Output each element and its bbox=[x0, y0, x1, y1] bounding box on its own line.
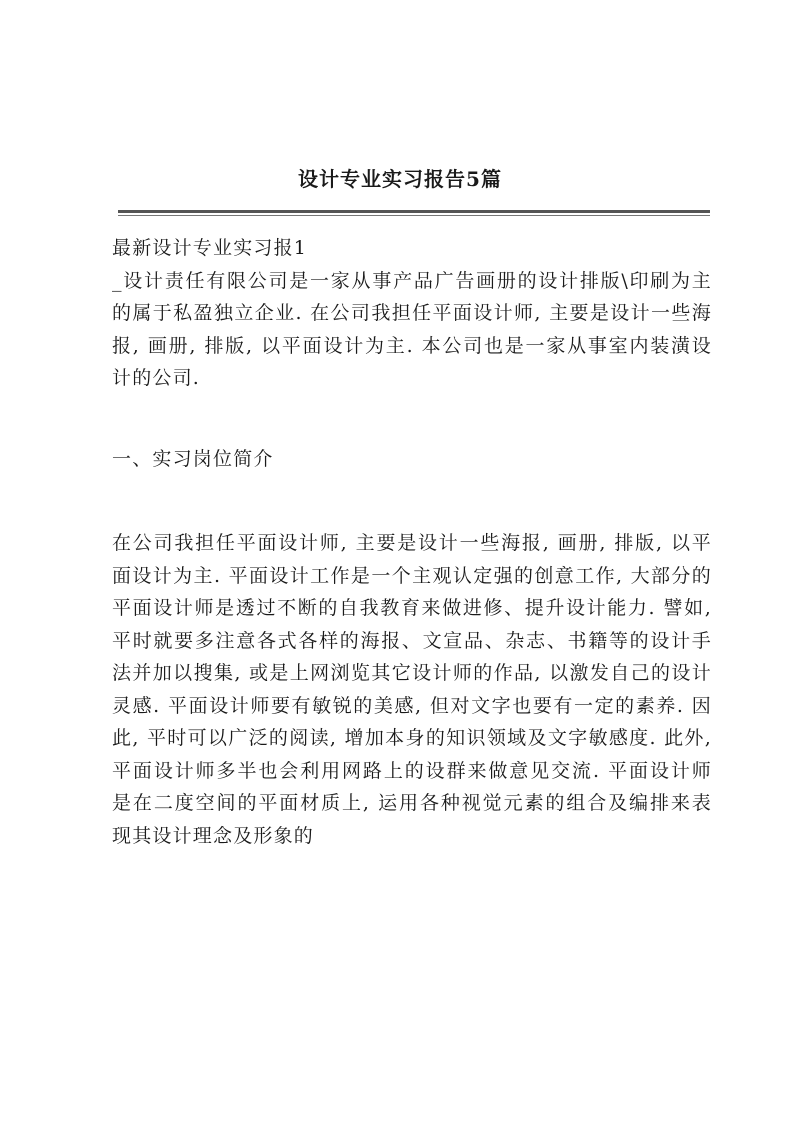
body-paragraph: 在公司我担任平面设计师, 主要是设计一些海报, 画册, 排版, 以平面设计为主. 平面设计工作是一个主观认定强的创意工作, 大部分的平面设计师是透过不断的自我教育来做进修、提升设计能力. 譬如, 平时就要多注意各式各样的海报、文宣品、杂志、书籍等的设计手法并加以搜集, 或是上网浏览其它设计师的作品, 以激发自己的设计灵感. 平面设计师要有敏锐的美感, 但对文字也要有一定的素养. 因此, 平时可以广泛的阅读, 增加本身的知识领域及文字敏感度. 此外, 平面设计师多半也会利用网路上的设群来做意见交流. 平面设计师是在二度空间的平面材质上, 运用各种视觉元素的组合及编排来表现其设计理念及形象的 bbox=[112, 532, 712, 847]
spacer bbox=[112, 475, 712, 527]
spacer bbox=[112, 395, 712, 443]
section-heading: 一、实习岗位简介 bbox=[112, 447, 274, 470]
subtitle: 最新设计专业实习报1 bbox=[112, 237, 308, 259]
title-underline bbox=[118, 210, 710, 213]
intro-paragraph: _设计责任有限公司是一家从事产品广告画册的设计排版\印刷为主的属于私盈独立企业. 在公司我担任平面设计师, 主要是设计一些海报, 画册, 排版, 以平面设计为主. 本公司也是一家从事室内装潢设计的公司. bbox=[112, 269, 712, 389]
document-title: 设计专业实习报告5篇 bbox=[298, 167, 502, 191]
title-underline-thin bbox=[118, 215, 710, 216]
document-body bbox=[112, 232, 712, 852]
